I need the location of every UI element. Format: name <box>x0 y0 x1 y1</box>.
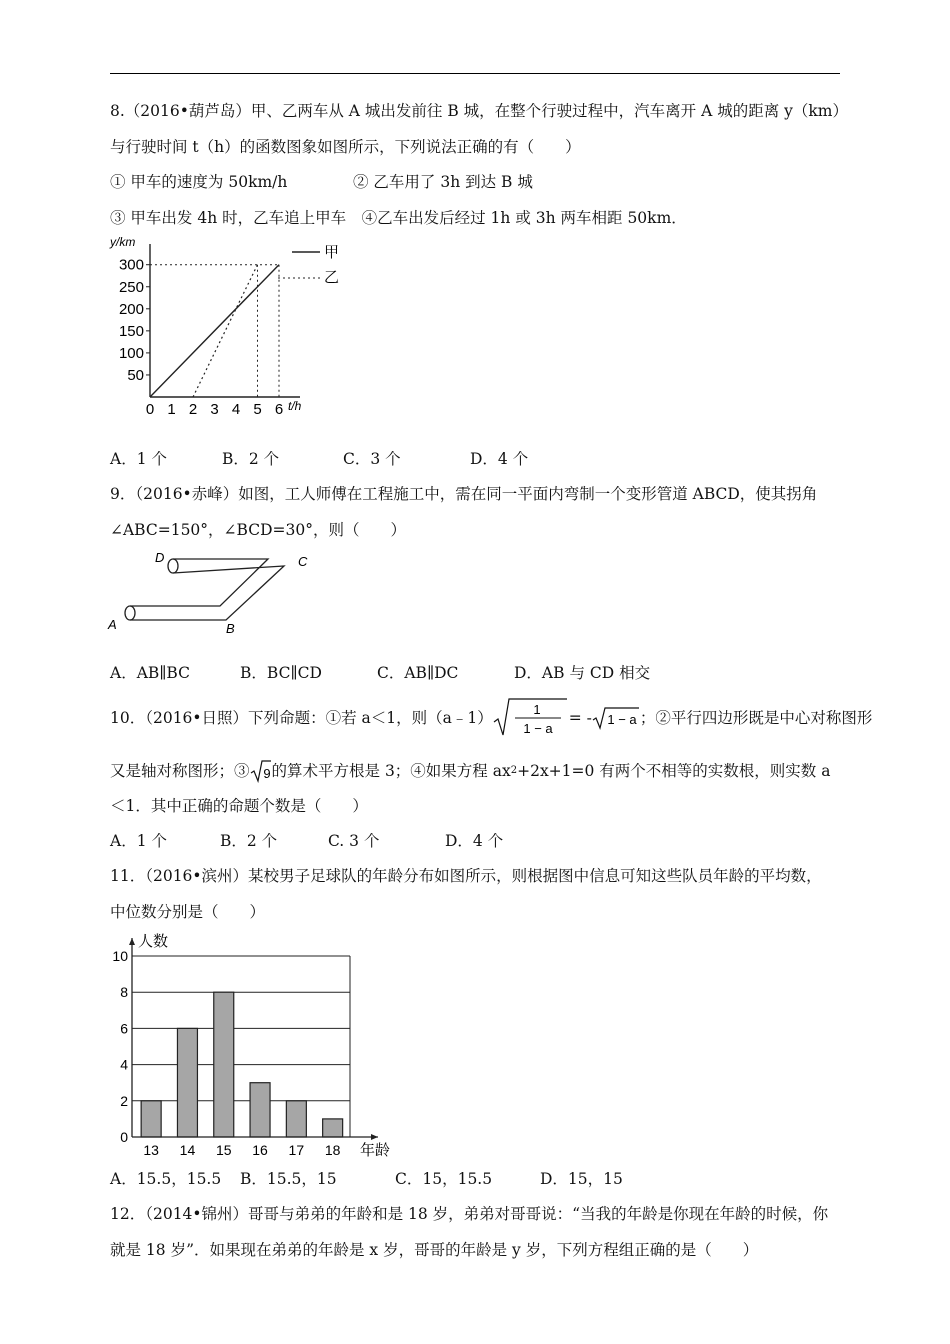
series-jia-line <box>150 265 279 397</box>
y-tick-label: 4 <box>120 1056 128 1073</box>
q12-text-line1: 12．（2014•锦州）哥哥与弟弟的年龄和是 18 岁，弟弟对哥哥说：“当我的年龄是你现在年龄的时候，你 <box>110 1205 829 1223</box>
q11-text-line2: 中位数分别是（ ） <box>110 903 266 921</box>
x-axis-label: 年龄 <box>360 1142 391 1158</box>
y-tick-label: 10 <box>112 948 128 964</box>
q8-statement-1: ① 甲车的速度为 50km/h <box>110 173 288 191</box>
y-axis-arrow <box>129 938 135 945</box>
q11-text-line1: 11．（2016•滨州）某校男子足球队的年龄分布如图所示，则根据图中信息可知这些队员年龄的平均数， <box>110 867 822 885</box>
q10-l2-part-a: 又是轴对称图形；③ <box>110 762 250 780</box>
x-tick-label: 2 <box>188 401 198 418</box>
q10-sqrt-2 <box>592 706 640 730</box>
y-tick-label: 50 <box>127 366 144 384</box>
y-tick-label: 300 <box>118 256 144 274</box>
y-axis-label: y/km <box>110 235 136 249</box>
label-b: B <box>226 621 235 636</box>
y-tick-label: 8 <box>120 984 128 1001</box>
q9-text-line2: ∠ABC=150°，∠BCD=30°，则（ ） <box>110 521 406 539</box>
x-tick-label: 13 <box>143 1142 159 1158</box>
q11-age-bar-chart <box>105 928 400 1158</box>
x-axis-arrow <box>371 1134 378 1140</box>
label-a: A <box>108 617 117 632</box>
q10-rad-2: 1 − a <box>607 712 637 727</box>
q9-option-c[interactable]: C．AB∥DC <box>377 664 459 682</box>
pipe-end-d <box>168 559 178 573</box>
q11-option-d[interactable]: D．15，15 <box>540 1170 623 1188</box>
pipe-end-a <box>125 606 135 620</box>
q10-text-line3: ＜1．其中正确的命题个数是（ ） <box>110 797 368 815</box>
x-tick-label: 1 <box>167 401 176 418</box>
x-tick-label: 16 <box>252 1142 268 1158</box>
label-c: C <box>298 554 308 569</box>
q9-pipe-diagram <box>100 545 330 640</box>
y-tick-label: 6 <box>120 1020 128 1037</box>
q10-l1-part-a: 10．（2016•日照）下列命题：①若 a＜1，则（a﹣1） <box>110 709 493 727</box>
bar-age-15 <box>214 992 234 1137</box>
q8-statements-3-4: ③ 甲车出发 4h 时，乙车追上甲车 ④乙车出发后经过 1h 或 3h 两车相距 50km． <box>110 209 687 227</box>
q8-text-line1: 8.（2016•葫芦岛）甲、乙两车从 A 城出发前往 B 城，在整个行驶过程中，汽车离开 A 城的距离 y（km） <box>110 102 848 120</box>
x-tick-label: 4 <box>231 401 241 418</box>
q9-option-a[interactable]: A．AB∥BC <box>110 664 190 682</box>
q11-option-a[interactable]: A．15.5，15.5 <box>110 1170 222 1188</box>
q11-option-b[interactable]: B．15.5，15 <box>240 1170 337 1188</box>
q10-l2-part-c: +2x+1=0 有两个不相等的实数根，则实数 a <box>517 762 831 780</box>
q10-exponent: 2 <box>510 765 518 776</box>
q10-text-line1 <box>110 697 872 739</box>
q8-option-b[interactable]: B．2 个 <box>222 450 280 468</box>
x-tick-label: 5 <box>253 401 262 418</box>
q10-l2-part-b: 的算术平方根是 3；④如果方程 ax <box>271 762 511 780</box>
label-d: D <box>155 550 165 565</box>
q8-distance-time-chart <box>100 232 360 418</box>
legend-jia-label: 甲 <box>324 244 340 261</box>
q12-text-line2: 就是 18 岁”．如果现在弟弟的年龄是 x 岁，哥哥的年龄是 y 岁，下列方程组正确的是（ ） <box>110 1241 759 1259</box>
q10-sqrt-fraction <box>493 697 569 739</box>
x-tick-label: 17 <box>288 1142 305 1158</box>
x-tick-label: 18 <box>324 1142 341 1158</box>
q10-option-a[interactable]: A．1 个 <box>110 832 167 850</box>
q10-frac-num: 1 <box>533 702 541 717</box>
bar-age-14 <box>177 1028 197 1137</box>
q8-statement-2: ② 乙车用了 3h 到达 B 城 <box>353 173 533 191</box>
y-tick-label: 0 <box>120 1129 128 1145</box>
x-tick-label: 3 <box>210 401 219 418</box>
q8-option-d[interactable]: D．4 个 <box>470 450 529 468</box>
q10-sqrt-9 <box>250 759 272 783</box>
q8-option-c[interactable]: C．3 个 <box>343 450 401 468</box>
q9-text-line1: 9．（2016•赤峰）如图，工人师傅在工程施工中，需在同一平面内弯制一个变形管道 ABCD，使其拐角 <box>110 485 818 503</box>
x-tick-label: 0 <box>145 401 155 418</box>
bar-age-18 <box>323 1119 343 1137</box>
pipe-outer-line <box>130 559 268 606</box>
q9-option-b[interactable]: B．BC∥CD <box>240 664 322 682</box>
q10-option-b[interactable]: B．2 个 <box>220 832 278 850</box>
q8-option-a[interactable]: A．1 个 <box>110 450 167 468</box>
q11-option-c[interactable]: C．15，15.5 <box>395 1170 493 1188</box>
x-tick-label: 6 <box>274 401 284 418</box>
q9-option-d[interactable]: D．AB 与 CD 相交 <box>514 664 651 682</box>
x-tick-label: 15 <box>215 1142 232 1158</box>
y-tick-label: 150 <box>118 322 144 340</box>
pipe-inner-line <box>130 566 284 620</box>
x-tick-label: 14 <box>179 1142 196 1158</box>
bar-age-13 <box>141 1101 161 1137</box>
q8-text-line2: 与行驶时间 t（h）的函数图象如图所示，下列说法正确的有（ ） <box>110 138 581 156</box>
y-tick-label: 200 <box>118 300 144 318</box>
q10-text-line2 <box>110 759 830 783</box>
q10-option-c[interactable]: C. 3 个 <box>328 832 380 850</box>
q10-l1-part-c: ；②平行四边形既是中心对称图形 <box>639 709 873 727</box>
y-tick-label: 2 <box>120 1092 128 1109</box>
y-tick-label: 250 <box>118 278 144 296</box>
q10-l1-part-b: = - <box>568 709 592 727</box>
header-rule <box>110 73 840 74</box>
series-yi-line <box>193 265 258 397</box>
q10-rad-3: 9 <box>262 766 271 781</box>
x-axis-label: t/h <box>288 399 302 413</box>
y-tick-label: 100 <box>118 344 144 362</box>
q10-frac-den: 1 − a <box>523 721 553 736</box>
legend-yi-label: 乙 <box>324 269 340 286</box>
bar-age-17 <box>286 1101 306 1137</box>
y-axis-label: 人数 <box>138 933 169 950</box>
bar-age-16 <box>250 1083 270 1137</box>
q10-option-d[interactable]: D．4 个 <box>445 832 504 850</box>
